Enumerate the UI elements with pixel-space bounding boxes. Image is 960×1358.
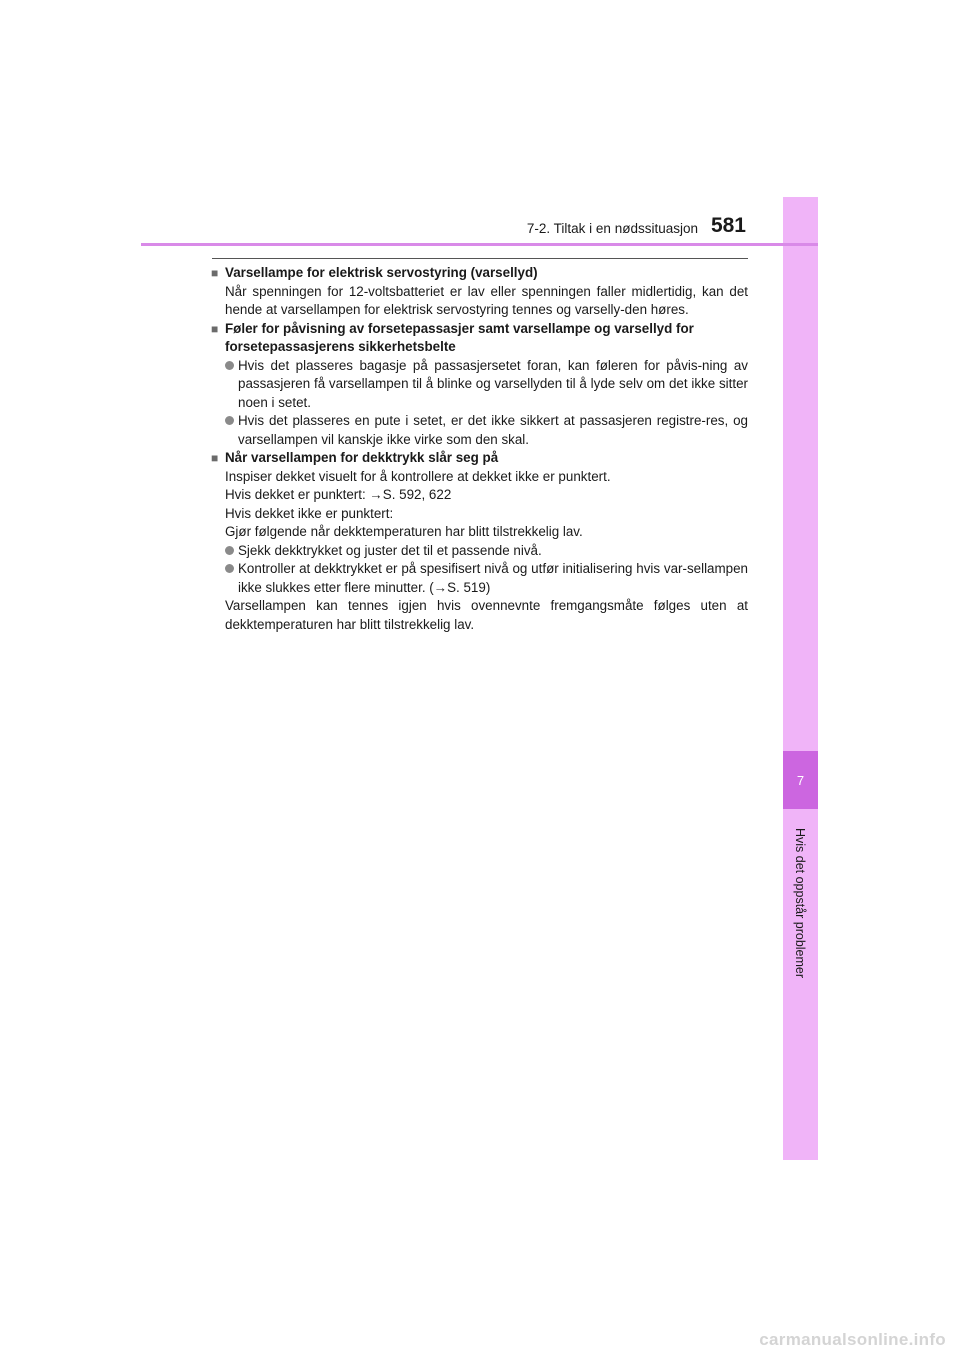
bullet-item bbox=[210, 357, 748, 413]
bullet-item bbox=[210, 412, 748, 449]
heading-text: Når varsellampen for dekktrykk slår seg på bbox=[225, 450, 499, 465]
round-bullet-icon bbox=[225, 564, 234, 573]
paragraph: Når spenningen for 12-voltsbatteriet er lav eller spenningen faller midlertidig, kan det hende at varsellampen for elektrisk servostyring tennes og varselly-den høres. bbox=[225, 283, 748, 317]
square-bullet-icon: ■ bbox=[211, 321, 219, 336]
square-bullet-icon: ■ bbox=[211, 266, 219, 280]
round-bullet-icon bbox=[225, 361, 234, 370]
bullet-item bbox=[210, 542, 748, 561]
page-number: 581 bbox=[710, 214, 746, 237]
chapter-number-block bbox=[783, 751, 818, 809]
header-divider bbox=[141, 243, 818, 246]
bullet-text: Hvis det plasseres en pute i setet, er det ikke sikkert at passasjeren registre-res, og varsellampen vil kanskje ikke virke som den skal. bbox=[238, 413, 748, 447]
chapter-title: Hvis det oppstår problemer bbox=[793, 827, 807, 979]
heading-text: Varsellampe for elektrisk servostyring (varsellyd) bbox=[225, 265, 538, 280]
footer-watermark: carmanualsonline.info bbox=[759, 1330, 946, 1349]
section-title: 7-2. Tiltak i en nødssituasjon bbox=[526, 221, 698, 236]
page-content bbox=[210, 264, 748, 634]
section-heading bbox=[210, 449, 748, 468]
bullet-text: Sjekk dekktrykket og juster det til et passende nivå. bbox=[238, 542, 542, 558]
round-bullet-icon bbox=[225, 416, 234, 425]
bullet-text: Kontroller at dekktrykket er på spesifisert nivå og utfør initialisering hvis var-sellampen ikke slukkes etter flere minutter. (→S. 519) bbox=[238, 561, 748, 595]
paragraph: Inspiser dekket visuelt for å kontrollere at dekket ikke er punktert. bbox=[225, 468, 611, 484]
paragraph: Gjør følgende når dekktemperaturen har blitt tilstrekkelig lav. bbox=[225, 524, 583, 539]
content-top-rule bbox=[212, 258, 748, 259]
side-tab-band bbox=[783, 197, 818, 1160]
paragraph: Varsellampen kan tennes igjen hvis ovennevnte fremgangsmåte følges uten at dekktemperaturen har blitt tilstrekkelig lav. bbox=[225, 598, 748, 632]
section-heading bbox=[210, 320, 748, 357]
section-heading bbox=[210, 264, 748, 283]
bullet-item bbox=[210, 560, 748, 597]
square-bullet-icon: ■ bbox=[211, 451, 219, 465]
round-bullet-icon bbox=[225, 546, 234, 555]
paragraph: Hvis dekket ikke er punktert: bbox=[225, 505, 394, 521]
paragraph: Hvis dekket er punktert: →S. 592, 622 bbox=[225, 487, 452, 502]
chapter-number: 7 bbox=[796, 772, 805, 788]
bullet-text: Hvis det plasseres bagasje på passasjersetet foran, kan føleren for påvis-ning av passasjeren få varsellampen til å blinke og varsellyden til å lyde selv om det ikke sitter noen i setet. bbox=[238, 357, 748, 410]
heading-text: Føler for påvisning av forsetepassasjer samt varsellampe og varsellyd for forsetepassasjerens sikkerhetsbelte bbox=[225, 320, 694, 354]
